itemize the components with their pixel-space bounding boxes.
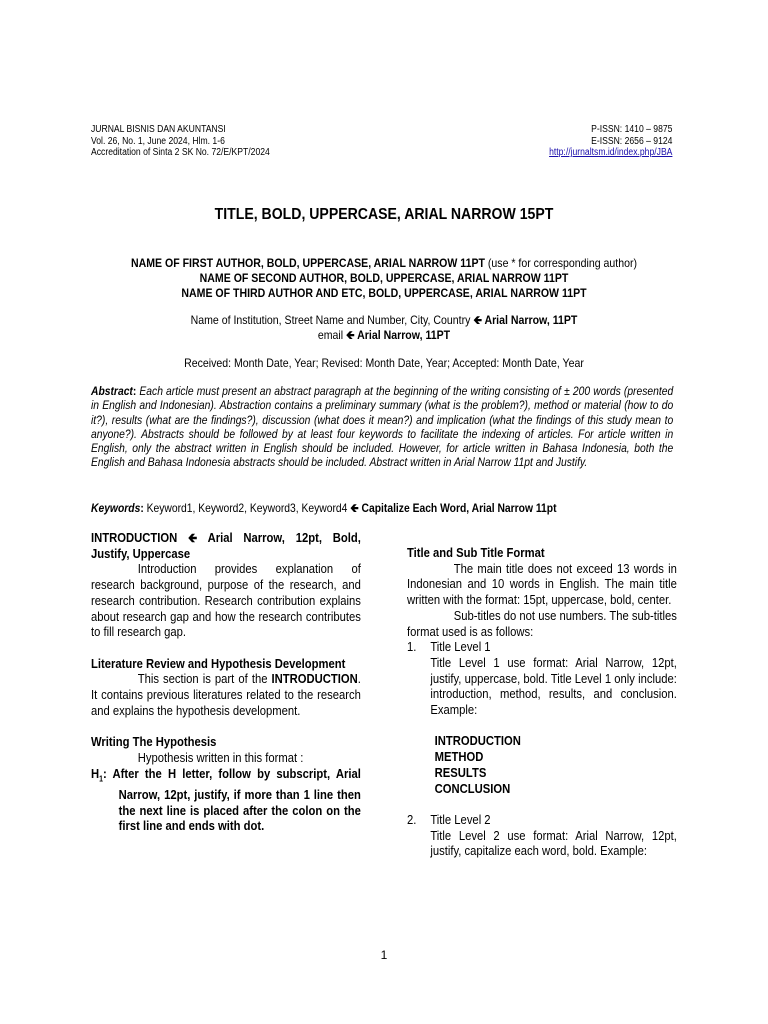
abstract-colon: : — [132, 384, 137, 398]
hyp-rule-text: : After the H letter, follow by subscript, Arial Narrow, 12pt, justify, if more than 1 line then the next line is placed after the colon on the first line and ends with dot. — [102, 765, 361, 834]
example-heading: RESULTS — [434, 764, 487, 780]
author-block — [46, 256, 722, 301]
intro-heading: INTRODUCTION — [91, 530, 189, 545]
hypothesis-intro: Hypothesis written in this format : — [137, 749, 304, 765]
list-item — [407, 639, 677, 718]
hypothesis-rule — [91, 766, 361, 834]
keywords-text: Keyword1, Keyword2, Keyword3, Keyword4 — [143, 501, 351, 515]
hyp-subscript: 1 — [99, 774, 103, 784]
arrow-icon: 🡸 — [473, 313, 482, 327]
list-item-title: Title Level 1 — [430, 639, 491, 655]
lit-text-bold: INTRODUCTION — [271, 671, 358, 687]
example-headings — [407, 733, 677, 796]
journal-accreditation: Accreditation of Sinta 2 SK No. 72/E/KPT/2024 — [91, 147, 270, 158]
institution-line: Name of Institution, Street Name and Number, City, Country — [190, 313, 474, 327]
keywords — [91, 499, 710, 520]
title-format-paragraph-2: Sub-titles do not use numbers. The sub-titles format used is as follows: — [407, 607, 677, 639]
journal-header-right — [549, 124, 672, 159]
list-item-text: Title Level 2 use format: Arial Narrow, 12pt, justify, capitalize each word, bold. Example: — [430, 827, 677, 859]
paper-title: TITLE, BOLD, UPPERCASE, ARIAL NARROW 15PT — [214, 206, 554, 223]
example-heading: METHOD — [434, 749, 484, 765]
left-column — [91, 530, 361, 834]
abstract — [91, 384, 673, 470]
list-item — [407, 812, 677, 859]
third-author: NAME OF THIRD AUTHOR AND ETC, BOLD, UPPERCASE, ARIAL NARROW 11PT — [181, 286, 587, 300]
keywords-colon: : — [140, 501, 144, 515]
arrow-icon: 🡸 — [350, 501, 359, 515]
e-issn: E-ISSN: 2656 – 9124 — [590, 135, 672, 147]
email-note: Arial Narrow, 11PT — [354, 328, 451, 342]
abstract-label: Abstract — [91, 384, 133, 398]
lit-text-start: This section is part of the — [137, 671, 272, 687]
intro-heading-note: Arial Narrow, 12pt, Bold, Justify, Uppercase — [91, 530, 361, 561]
lit-review-paragraph — [91, 671, 361, 718]
list-item-title: Title Level 2 — [430, 811, 491, 827]
title-format-heading: Title and Sub Title Format — [407, 545, 545, 560]
corresponding-note: (use * for corresponding author) — [484, 256, 637, 270]
hyp-letter: H — [91, 765, 100, 781]
institution-block — [46, 313, 722, 343]
title-format-paragraph-1: The main title does not exceed 13 words in Indonesian and 10 words in English. The main title written with the format: 15pt, uppercase, bold, center. — [407, 560, 677, 608]
email-label: email — [317, 328, 347, 342]
lit-review-heading: Literature Review and Hypothesis Development — [91, 655, 346, 671]
hypothesis-heading: Writing The Hypothesis — [91, 734, 217, 750]
first-author: NAME OF FIRST AUTHOR, BOLD, UPPERCASE, ARIAL NARROW 11PT — [130, 256, 485, 270]
intro-paragraph: Introduction provides explanation of research background, purpose of the research, and research contribution. Research contribution explains about research gap and how the research contributes to fill research gap. — [91, 561, 361, 640]
keywords-label: Keywords — [91, 501, 141, 515]
p-issn: P-ISSN: 1410 – 9875 — [590, 124, 672, 135]
arrow-icon: 🡸 — [188, 530, 198, 545]
right-column — [407, 545, 677, 859]
list-number: 2. — [407, 811, 417, 827]
second-author: NAME OF SECOND AUTHOR, BOLD, UPPERCASE, ARIAL NARROW 11PT — [199, 271, 569, 285]
keywords-note: Capitalize Each Word, Arial Narrow 11pt — [358, 501, 557, 515]
journal-volume: Vol. 26, No. 1, June 2024, Hlm. 1-6 — [91, 135, 225, 147]
abstract-text: Each article must present an abstract paragraph at the beginning of the writing consisting of ± 200 words (presented in English and Indonesian). Abstraction contains a preliminary summary (what is the problem?), method or material (how to do it?), results (what are the findings?), discussion (what does it mean?) and implication (what the findings of this study mean to anyone?). Abstracts should be followed by at least four keywords to facilitate the indexing of articles. For article written in English, only the abstract written in English should be included. However, for article written in Bahasa Indonesia, both the English and Bahasa Indonesia abstracts should be included. Abstract written in Arial Narrow 11pt and Justify. — [91, 384, 674, 470]
received-dates: Received: Month Date, Year; Revised: Month Date, Year; Accepted: Month Date, Year — [184, 356, 584, 370]
example-heading: INTRODUCTION — [434, 733, 521, 749]
institution-note: Arial Narrow, 11PT — [481, 313, 578, 327]
page-number: 1 — [380, 948, 388, 962]
arrow-icon: 🡸 — [346, 328, 355, 342]
journal-header-left — [91, 124, 270, 159]
journal-name: JURNAL BISNIS DAN AKUNTANSI — [91, 124, 226, 135]
journal-url-link[interactable]: http://jurnaltsm.id/index.php/JBA — [548, 147, 672, 158]
list-number: 1. — [407, 639, 417, 655]
lit-text-end: . It contains previous literatures related to the research and explains the hypothesis development. — [91, 671, 361, 718]
example-heading: CONCLUSION — [434, 780, 511, 796]
list-item-text: Title Level 1 use format: Arial Narrow, 12pt, justify, uppercase, bold. Title Level 1 only include: introduction, method, results, and conclusion. Example: — [430, 654, 677, 718]
